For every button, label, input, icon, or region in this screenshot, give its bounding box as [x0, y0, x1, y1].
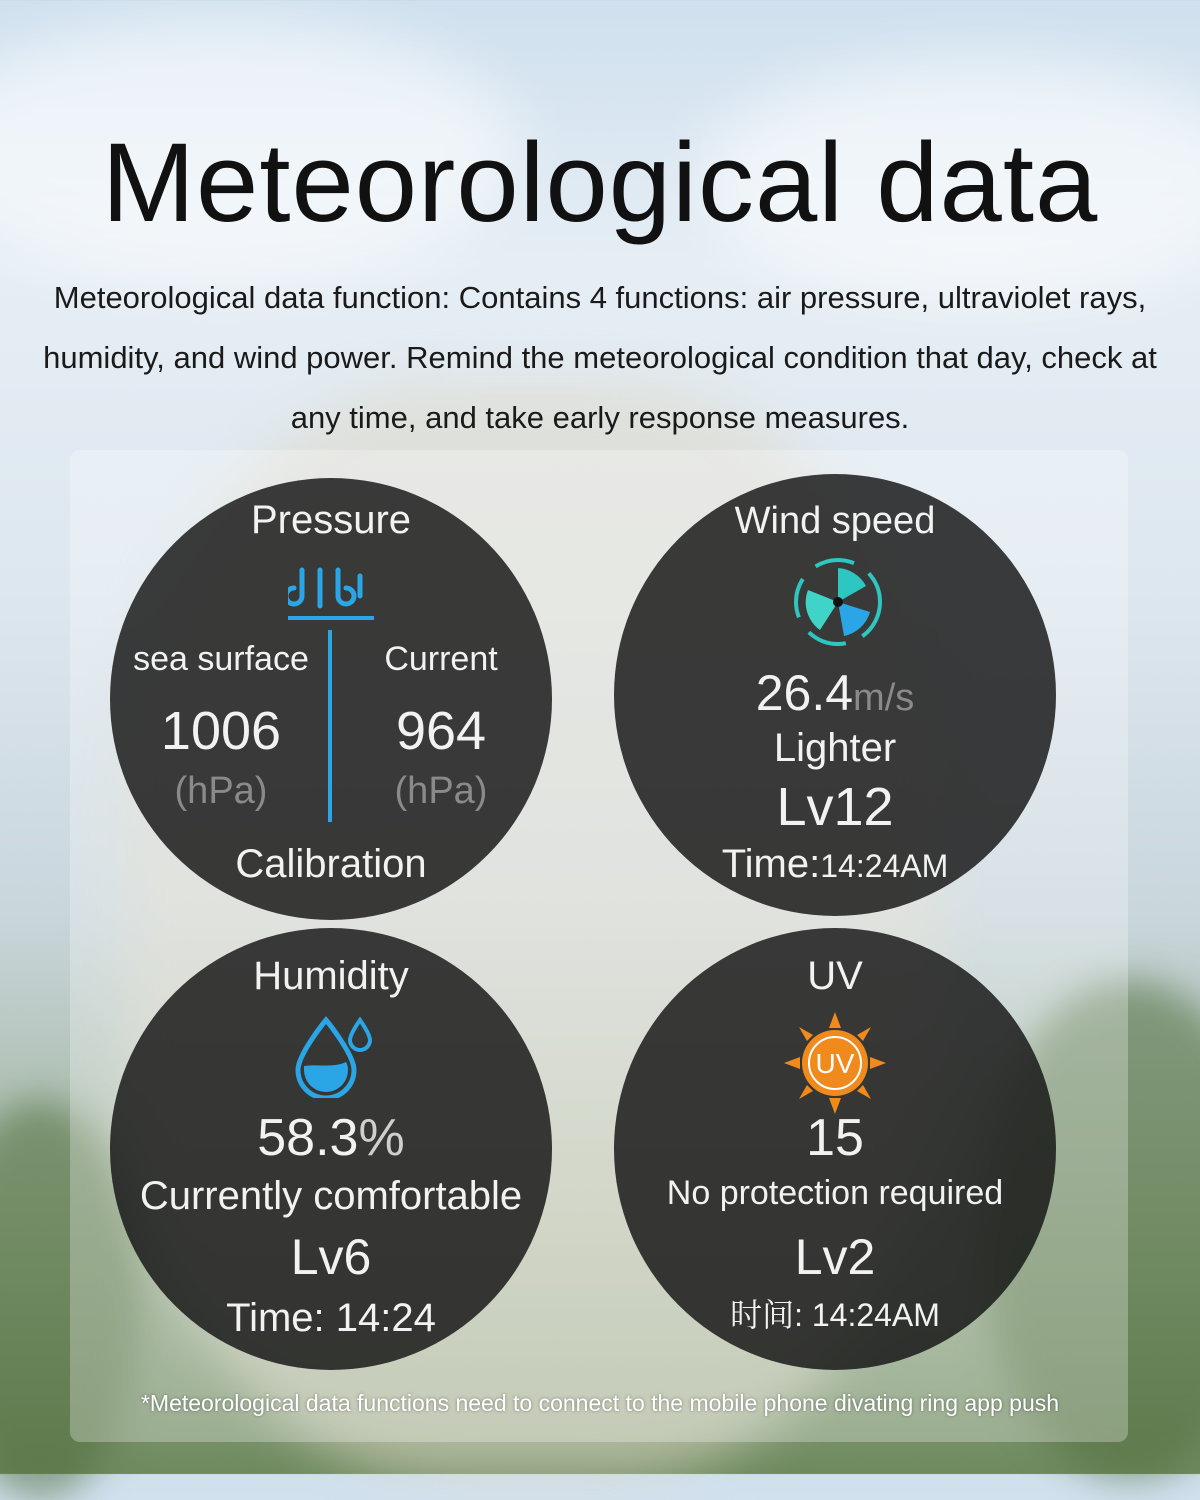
uv-card — [614, 928, 1056, 1370]
pressure-icon — [288, 562, 374, 622]
uv-time: 时间: 14:24AM — [730, 1297, 940, 1333]
humidity-card — [110, 928, 552, 1370]
humidity-title: Humidity — [253, 954, 409, 998]
uv-title: UV — [807, 954, 863, 998]
uv-icon-text: UV — [815, 1048, 855, 1079]
page-title: Meteorological data — [101, 120, 1099, 245]
humidity-level: Lv6 — [290, 1229, 372, 1285]
wind-card — [614, 474, 1056, 916]
humidity-unit: % — [358, 1109, 405, 1167]
calibration-button[interactable]: Calibration — [235, 842, 427, 886]
wind-time: Time:14:24AM — [721, 842, 949, 886]
humidity-time: Time: 14:24 — [226, 1296, 436, 1340]
page-subtitle: Meteorological data function: Contains 4 functions: air pressure, ultraviolet rays, humidity, and wind power. Remind the meteorological condition that day, check at any time, and take early response measures. — [43, 280, 1157, 435]
current-unit: (hPa) — [394, 770, 488, 812]
uv-level: Lv2 — [794, 1229, 876, 1285]
uv-value: 15 — [806, 1109, 864, 1167]
uv-state: No protection required — [666, 1174, 1004, 1212]
water-drop-icon — [290, 1012, 376, 1098]
footnote: *Meteorological data functions need to connect to the mobile phone divating ring app push — [140, 1390, 1060, 1416]
pressure-card — [110, 478, 552, 920]
humidity-value: 58.3% — [257, 1109, 405, 1167]
fan-icon — [790, 554, 886, 650]
wind-unit: m/s — [853, 677, 915, 719]
pressure-title: Pressure — [250, 498, 412, 542]
wind-value: 26.4m/s — [755, 665, 915, 721]
wind-state: Lighter — [773, 726, 897, 770]
current-label: Current — [384, 640, 498, 678]
current-value: 964 — [395, 701, 487, 761]
sea-surface-unit: (hPa) — [174, 770, 268, 812]
humidity-state: Currently comfortable — [139, 1174, 523, 1218]
sea-surface-label: sea surface — [133, 640, 309, 678]
uv-sun-icon — [782, 1010, 888, 1116]
sea-surface-value: 1006 — [160, 701, 282, 761]
wind-level: Lv12 — [776, 777, 894, 837]
wind-title: Wind speed — [734, 500, 936, 542]
pressure-divider — [328, 630, 332, 822]
